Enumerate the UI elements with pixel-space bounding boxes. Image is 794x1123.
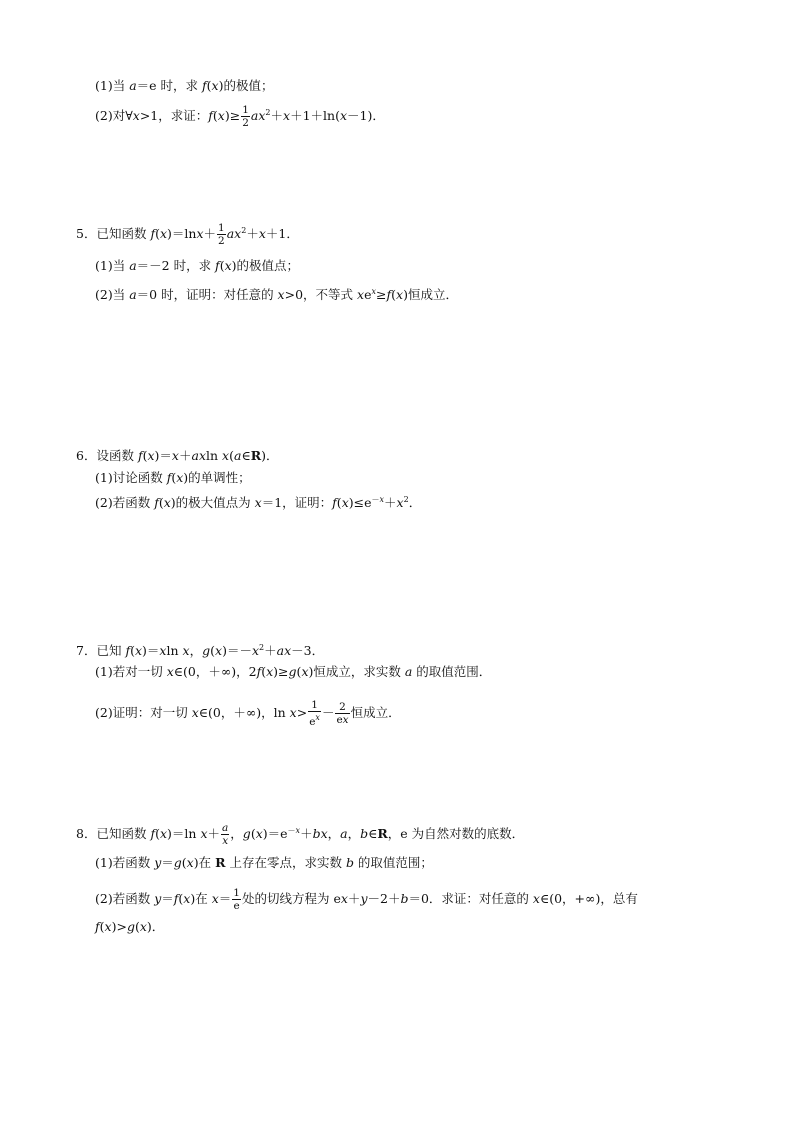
problem-5-stem: 5．已知函数 f(x)＝lnx＋ $\frac{1}{2}$ $ax^2+x+1$． [76,222,299,247]
problem-6-part-2: (2)若函数 f(x)的极大值点为 x＝1，证明：$f(x)\le e^{-x}+x^2$． [95,495,422,510]
fraction-two-over-ex: $\frac{2}{ex}$ [336,701,349,726]
fraction-a-over-x: $\frac{a}{x}$ [222,822,229,847]
problem-7-number: 7． [76,643,97,658]
problem-7-stem: 7．已知 f(x)＝xln x，$g(x)=-x^2+ax-3$． [76,643,325,658]
problem-5-part-2: (2)当 a＝0 时，证明：对任意的 x>0，不等式 $xe^x\ge f(x)$恒成立． [95,287,458,302]
problem-7-part-2: (2)证明：对一切 x∈(0，＋∞)，ln x> $\frac{1}{e^x}$ － $\frac{2}{ex}$ 恒成立． [95,699,401,728]
fraction-one-over-ex: $\frac{1}{e^x}$ [309,699,320,728]
problem-5-part-1: (1)当 a＝－2 时，求 f(x)的极值点； [95,258,300,273]
problem-8-part-2-cont: f(x)>g(x)． [95,919,165,934]
problem-4-part-1: (1)当 a＝e 时，求 f(x)的极值； [95,78,274,93]
fraction-one-over-e: $\frac{1}{e}$ [233,887,240,912]
problem-5-number: 5． [76,226,97,241]
fraction-half: $\frac{1}{2}$ [218,222,225,247]
fraction-half: $\frac{1}{2}$ [242,104,249,129]
problem-8-stem: 8．已知函数 f(x)＝ln x＋ $\frac{a}{x}$ ，$g(x)=e^{-x}+bx$，a，b∈R，e 为自然对数的底数． [76,822,525,847]
problem-6-part-1: (1)讨论函数 f(x)的单调性； [95,470,251,485]
problem-6-number: 6． [76,448,97,463]
problem-8-part-2: (2)若函数 y＝f(x)在 x＝ $\frac{1}{e}$ 处的切线方程为 ex＋y－2＋b＝0．求证：对任意的 x∈(0，+∞)，总有 [95,887,638,912]
problem-7-part-1: (1)若对一切 x∈(0，＋∞)，2f(x)≥g(x)恒成立，求实数 a 的取值范围． [95,664,492,679]
problem-8-number: 8． [76,826,97,841]
problem-4-part-2: (2)对∀x>1，求证：f(x)≥ $\frac{1}{2}$ $ax^2+x+1+\ln(x-1)$． [95,104,385,129]
problem-6-stem: 6．设函数 f(x)＝x＋axln x(a∈R)． [76,448,279,463]
problem-8-part-1: (1)若函数 y＝g(x)在 R 上存在零点，求实数 b 的取值范围； [95,855,433,870]
